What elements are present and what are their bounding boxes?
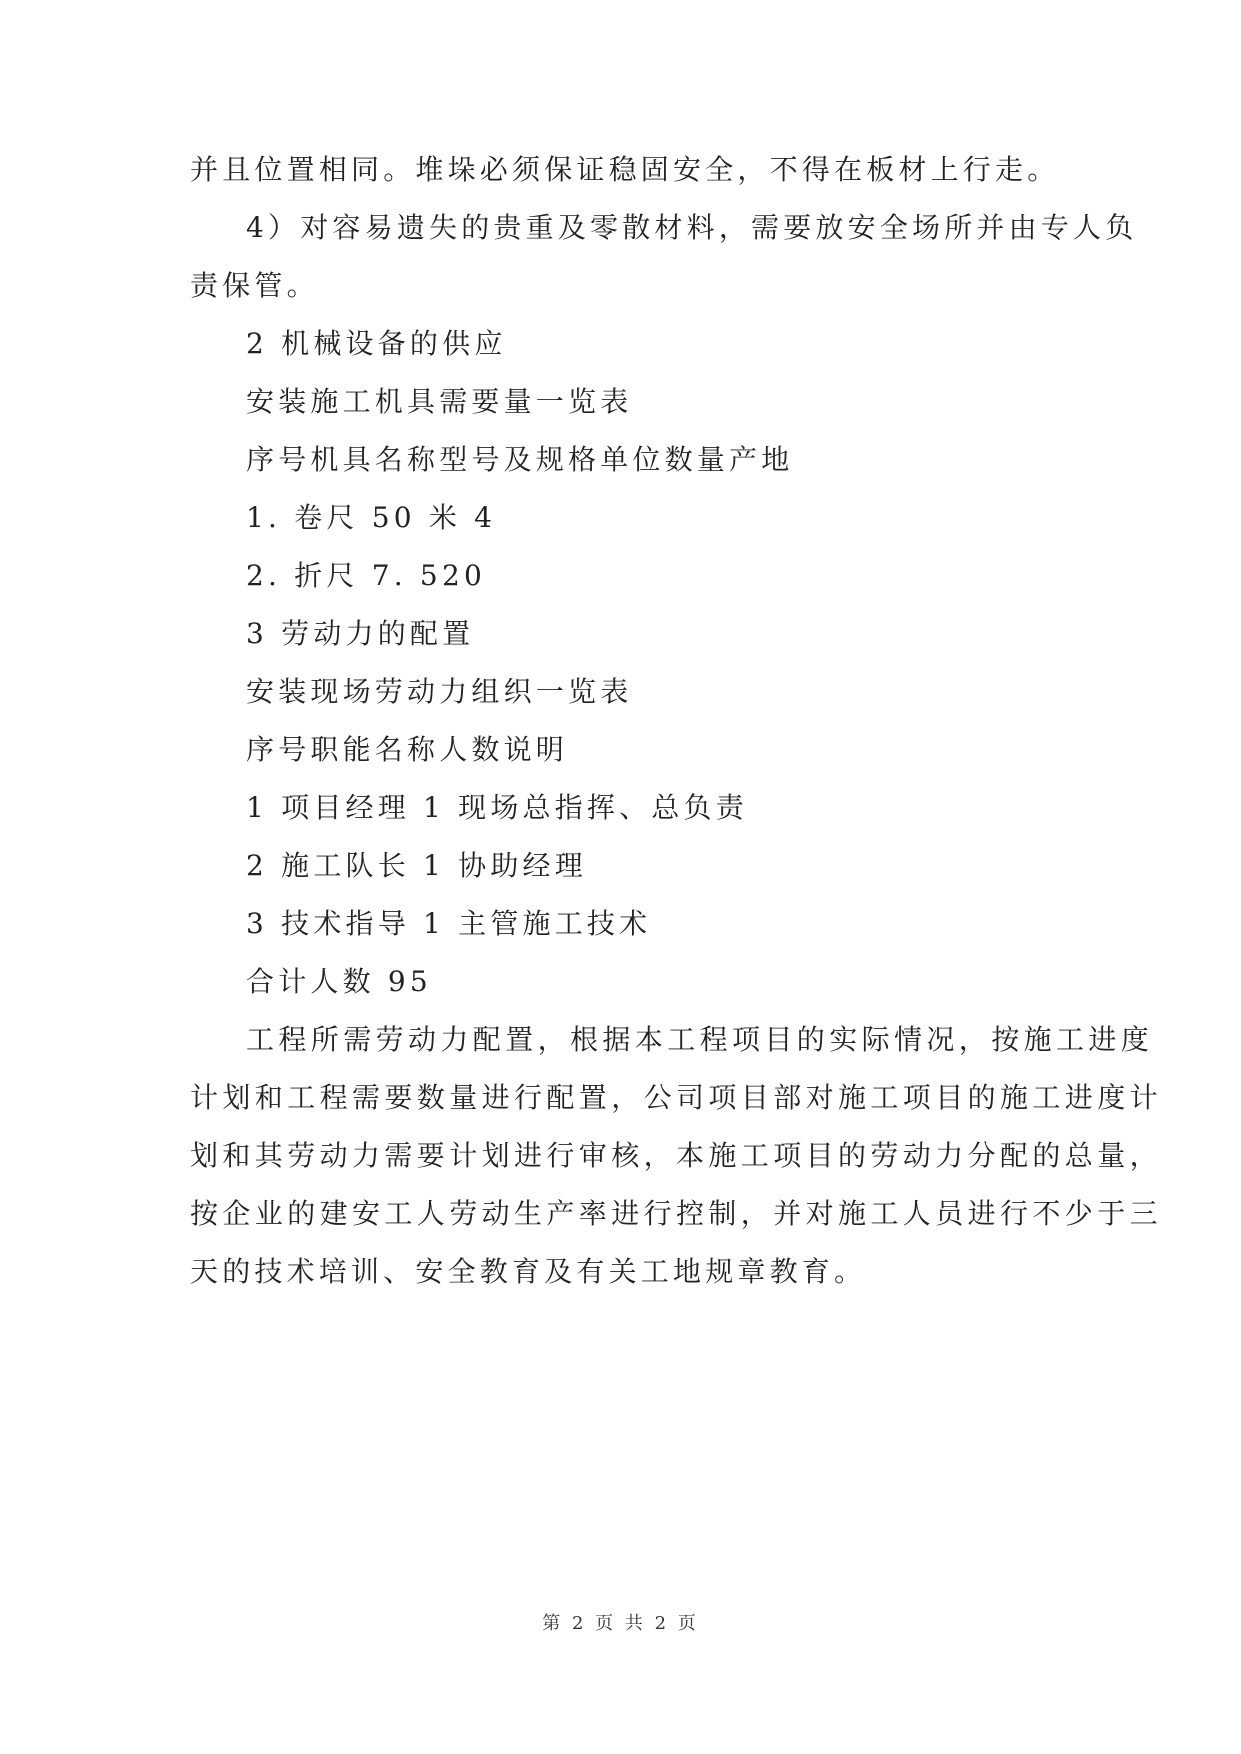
table-title: 安装现场劳动力组织一览表 (246, 675, 633, 708)
table-total: 合计人数 95 (246, 965, 432, 998)
paragraph-line: 工程所需劳动力配置，根据本工程项目的实际情况，按施工进度 (246, 1023, 1154, 1056)
table-title: 安装施工机具需要量一览表 (246, 385, 633, 418)
page-number: 第 2 页 共 2 页 (542, 1613, 699, 1634)
table-row: 1. 卷尺 50 米 4 (246, 501, 497, 534)
section-heading: 2 机械设备的供应 (246, 327, 507, 360)
paragraph-line: 划和其劳动力需要计划进行审核，本施工项目的劳动力分配的总量， (190, 1139, 1163, 1172)
table-row: 3 技术指导 1 主管施工技术 (246, 907, 652, 940)
section-heading: 3 劳动力的配置 (246, 617, 475, 650)
table-row: 2. 折尺 7. 520 (246, 559, 486, 592)
table-row: 1 项目经理 1 现场总指挥、总负责 (246, 791, 748, 824)
text-line: 4）对容易遗失的贵重及零散材料，需要放安全场所并由专人负 (246, 211, 1138, 244)
paragraph-line: 计划和工程需要数量进行配置，公司项目部对施工项目的施工进度计 (190, 1081, 1163, 1114)
text-line: 并且位置相同。堆垛必须保证稳固安全，不得在板材上行走。 (190, 153, 1060, 186)
paragraph-line: 按企业的建安工人劳动生产率进行控制，并对施工人员进行不少于三 (190, 1197, 1163, 1230)
table-header: 序号职能名称人数说明 (246, 733, 569, 766)
paragraph-line: 天的技术培训、安全教育及有关工地规章教育。 (190, 1255, 867, 1288)
table-header: 序号机具名称型号及规格单位数量产地 (246, 443, 794, 476)
table-row: 2 施工队长 1 协助经理 (246, 849, 587, 882)
text-line: 责保管。 (190, 269, 319, 302)
